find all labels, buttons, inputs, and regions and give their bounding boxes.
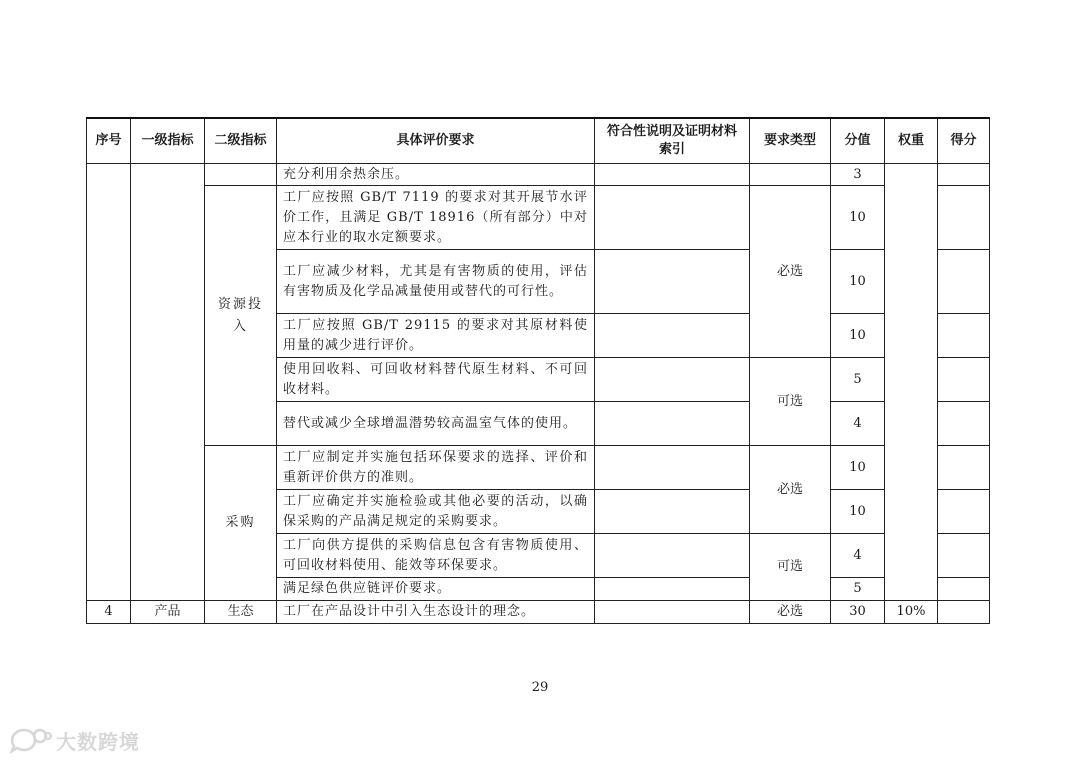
- watermark-text: 大数跨境: [56, 730, 140, 754]
- cell-result[interactable]: [938, 534, 990, 578]
- cell-score: 4: [831, 534, 885, 578]
- cell-level2-continued: [205, 164, 277, 186]
- cell-evidence[interactable]: [595, 534, 750, 578]
- cell-requirement: 工厂在产品设计中引入生态设计的理念。: [277, 601, 595, 624]
- cell-evidence[interactable]: [595, 446, 750, 490]
- cell-requirement: 工厂应减少材料，尤其是有害物质的使用，评估有害物质及化学品减量使用或替代的可行性。: [277, 250, 595, 314]
- cell-weight: 10%: [885, 601, 938, 624]
- cell-requirement: 满足绿色供应链评价要求。: [277, 578, 595, 601]
- cell-score: 5: [831, 358, 885, 402]
- cell-result[interactable]: [938, 186, 990, 250]
- cell-result[interactable]: [938, 446, 990, 490]
- cell-requirement: 工厂向供方提供的采购信息包含有害物质使用、可回收材料使用、能效等环保要求。: [277, 534, 595, 578]
- cell-requirement: 工厂应按照 GB/T 7119 的要求对其开展节水评价工作，且满足 GB/T 18916（所有部分）中对应本行业的取水定额要求。: [277, 186, 595, 250]
- group-procurement: 采购: [205, 446, 277, 601]
- cell-score: 30: [831, 601, 885, 624]
- cell-score: 10: [831, 186, 885, 250]
- cell-level1-continued: [131, 164, 205, 601]
- table-row-last: [87, 601, 990, 624]
- table-header-row: [87, 118, 990, 164]
- cell-requirement: 工厂应确定并实施检验或其他必要的活动，以确保采购的产品满足规定的采购要求。: [277, 490, 595, 534]
- cell-type-optional: 可选: [750, 358, 831, 446]
- cell-result[interactable]: [938, 578, 990, 601]
- cell-result[interactable]: [938, 490, 990, 534]
- evaluation-table: [86, 117, 990, 624]
- cell-weight-continued: [885, 164, 938, 601]
- cell-no: 4: [87, 601, 131, 624]
- cell-score: 10: [831, 314, 885, 358]
- header-requirement: 具体评价要求: [277, 118, 595, 164]
- page-number: 29: [531, 680, 549, 695]
- cell-requirement: 使用回收料、可回收材料替代原生材料、不可回收材料。: [277, 358, 595, 402]
- cell-requirement: 替代或减少全球增温潜势较高温室气体的使用。: [277, 402, 595, 446]
- cell-evidence[interactable]: [595, 601, 750, 624]
- cell-evidence[interactable]: [595, 358, 750, 402]
- cell-result[interactable]: [938, 358, 990, 402]
- cell-type-mandatory: 必选: [750, 446, 831, 534]
- header-no: 序号: [87, 118, 131, 164]
- cell-evidence[interactable]: [595, 402, 750, 446]
- cell-requirement: 充分利用余热余压。: [277, 164, 595, 186]
- cell-result[interactable]: [938, 402, 990, 446]
- cell-score: 5: [831, 578, 885, 601]
- cell-level2: 生态: [205, 601, 277, 624]
- cell-result[interactable]: [938, 164, 990, 186]
- cell-level1: 产品: [131, 601, 205, 624]
- cell-type-mandatory: 必选: [750, 186, 831, 358]
- cell-requirement: 工厂应制定并实施包括环保要求的选择、评价和重新评价供方的准则。: [277, 446, 595, 490]
- cell-evidence[interactable]: [595, 186, 750, 250]
- cell-requirement: 工厂应按照 GB/T 29115 的要求对其原材料使用量的减少进行评价。: [277, 314, 595, 358]
- cell-score: 10: [831, 446, 885, 490]
- cell-evidence[interactable]: [595, 250, 750, 314]
- cell-result[interactable]: [938, 250, 990, 314]
- table-row: [87, 186, 990, 250]
- cell-type-optional: 可选: [750, 534, 831, 601]
- cell-score: 10: [831, 490, 885, 534]
- cell-no-continued: [87, 164, 131, 601]
- cell-evidence[interactable]: [595, 490, 750, 534]
- header-score: 分值: [831, 118, 885, 164]
- cell-evidence[interactable]: [595, 164, 750, 186]
- header-type: 要求类型: [750, 118, 831, 164]
- cell-score: 3: [831, 164, 885, 186]
- table-row: [87, 164, 990, 186]
- watermark: [8, 726, 140, 755]
- cell-result[interactable]: [938, 601, 990, 624]
- cell-score: 4: [831, 402, 885, 446]
- chat-bubbles-logo-icon: [8, 727, 52, 755]
- cell-type: 必选: [750, 601, 831, 624]
- group-resource-input: 资源投入: [205, 186, 277, 446]
- cell-evidence[interactable]: [595, 314, 750, 358]
- cell-type-empty: [750, 164, 831, 186]
- header-weight: 权重: [885, 118, 938, 164]
- cell-result[interactable]: [938, 314, 990, 358]
- cell-evidence[interactable]: [595, 578, 750, 601]
- cell-score: 10: [831, 250, 885, 314]
- header-evidence: 符合性说明及证明材料索引: [595, 118, 750, 164]
- header-level2: 二级指标: [205, 118, 277, 164]
- table-row: [87, 446, 990, 490]
- header-level1: 一级指标: [131, 118, 205, 164]
- header-result: 得分: [938, 118, 990, 164]
